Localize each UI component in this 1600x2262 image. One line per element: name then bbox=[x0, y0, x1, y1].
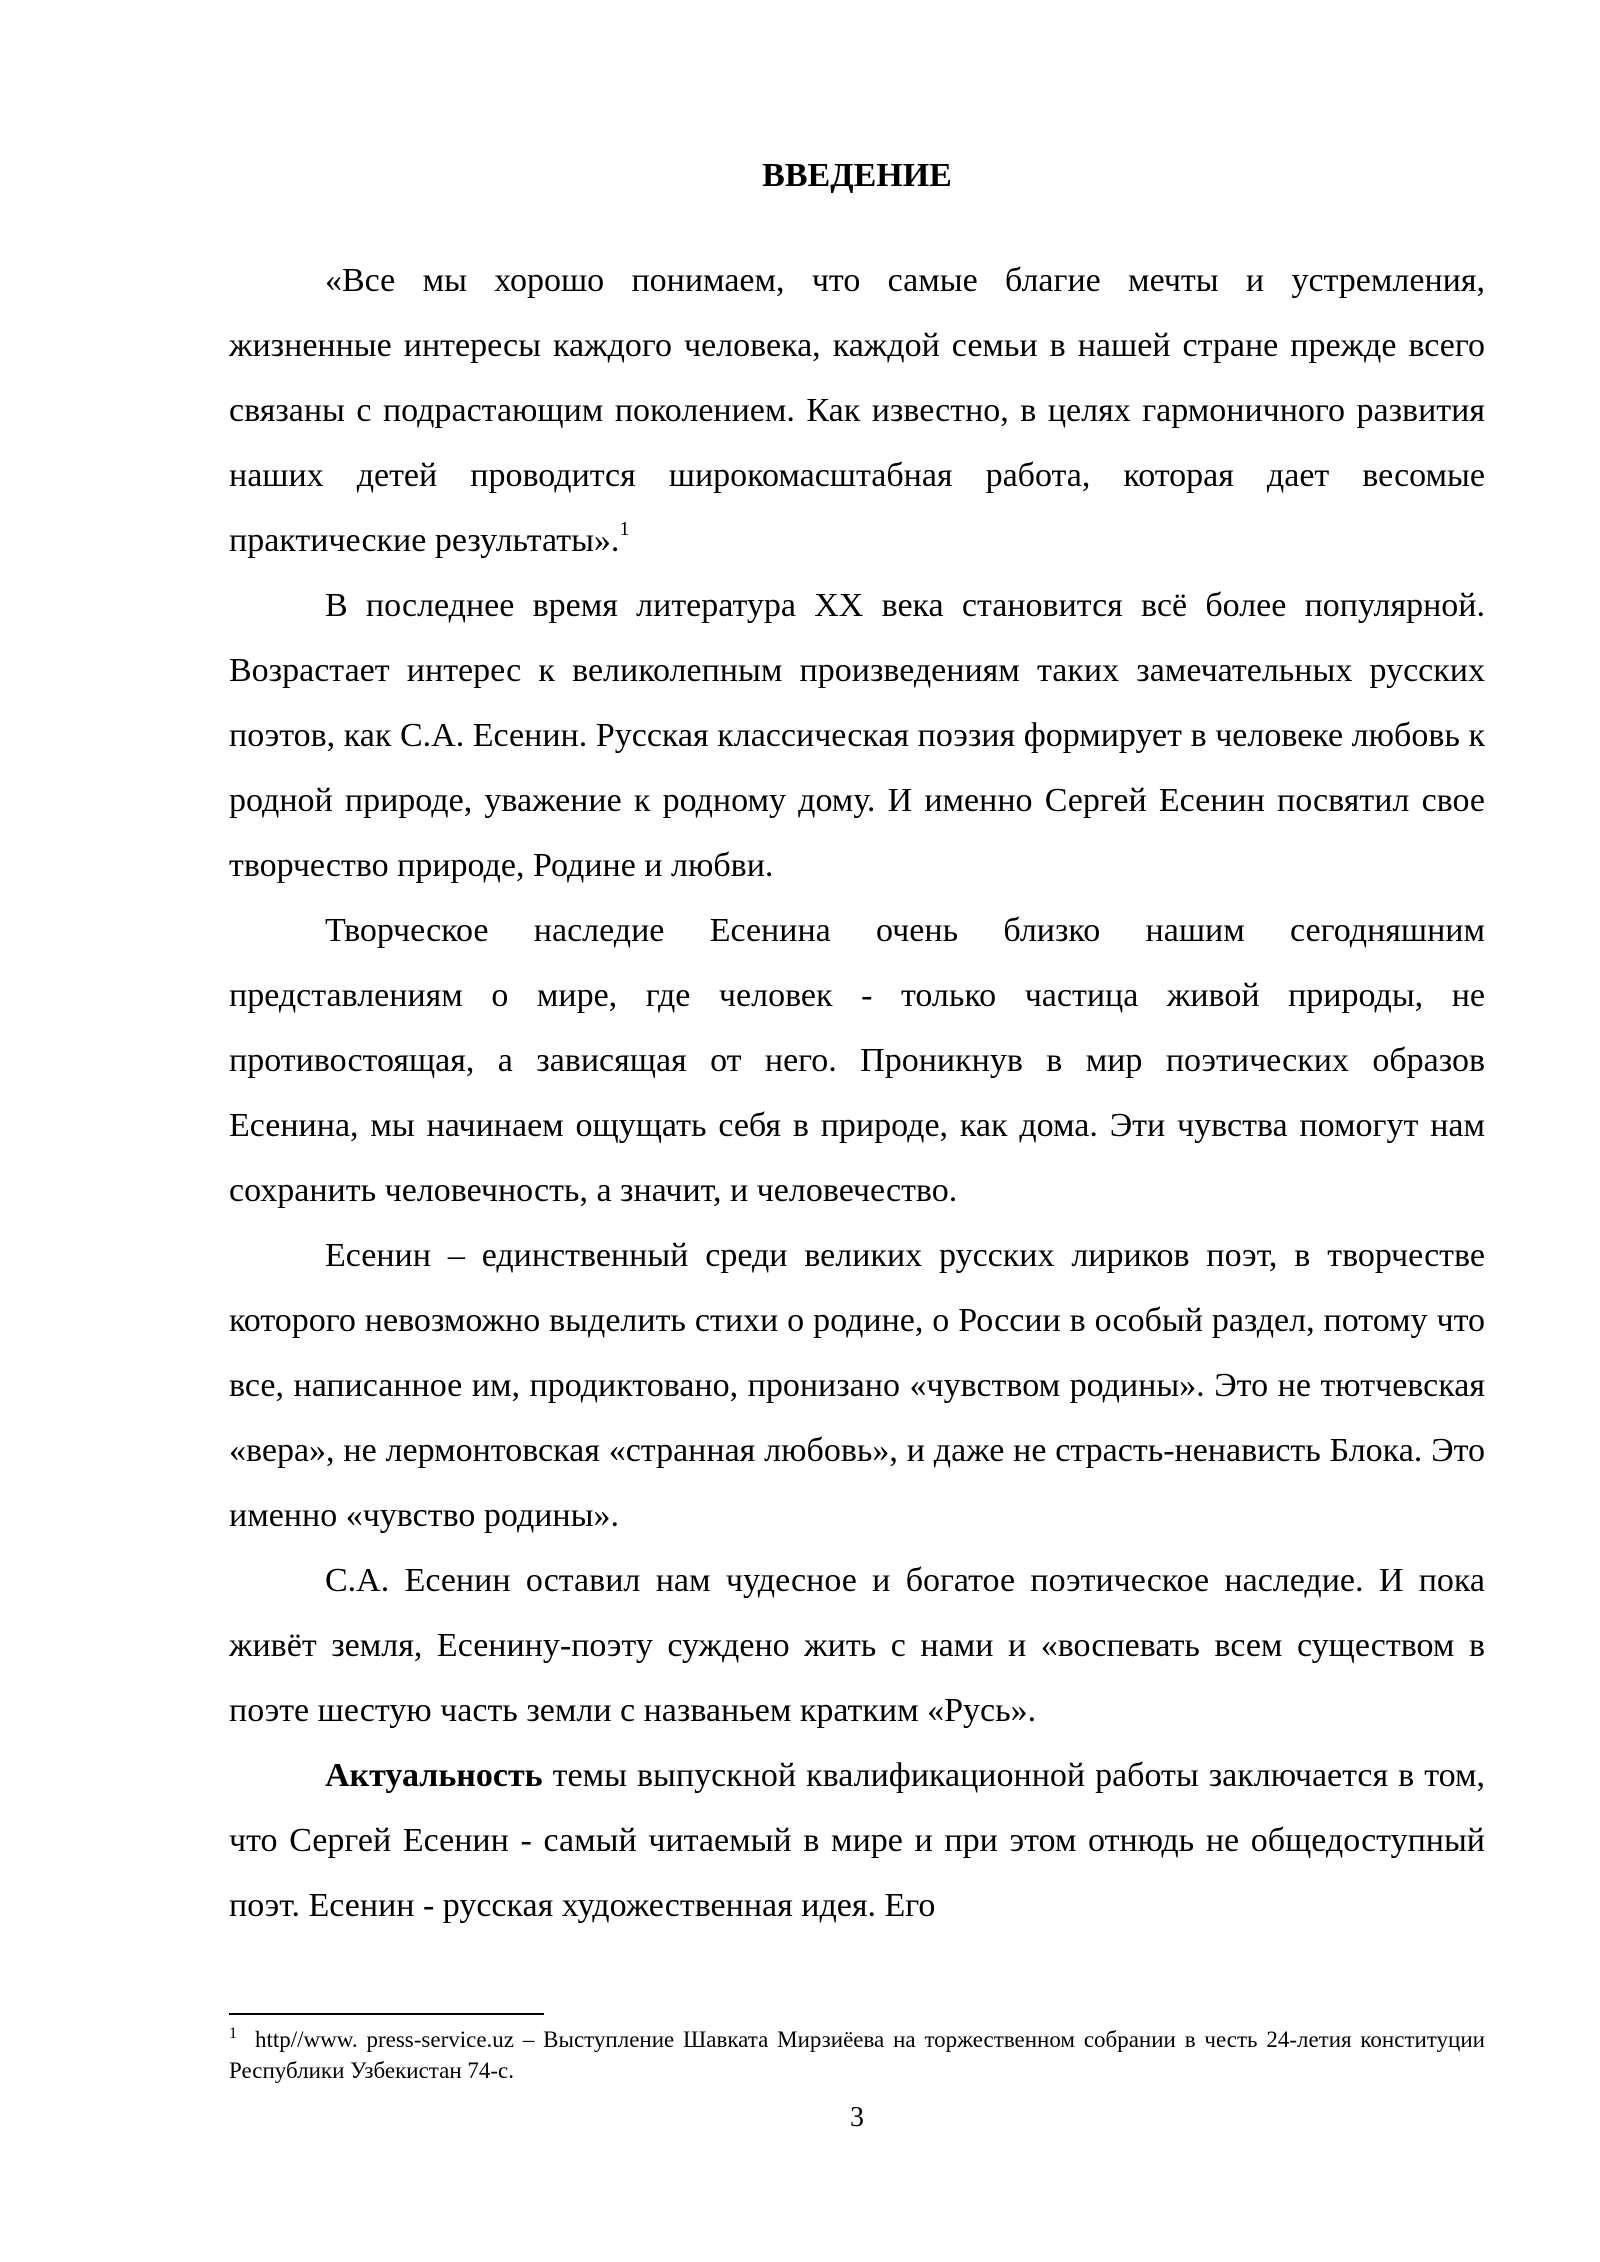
footnote-number: 1 bbox=[229, 2025, 237, 2042]
section-heading: ВВЕДЕНИЕ bbox=[762, 157, 952, 194]
paragraph: С.А. Есенин оставил нам чудесное и богатое поэтическое наследие. И пока живёт земля, Есенину-поэту суждено жить с нами и «воспевать всем существом в поэте шестую часть земли с названьем кратким «Русь». bbox=[229, 1562, 1485, 1729]
body-text bbox=[229, 248, 1485, 1938]
paragraph-relevance bbox=[229, 1743, 1485, 1938]
paragraph: В последнее время литература XX века становится всё более популярной. Возрастает интерес к великолепным произведениям таких замечательных русских поэтов, как С.А. Есенин. Русская классическая поэзия формирует в человеке любовь к родной природе, уважение к родному дому. И именно Сергей Есенин посвятил свое творчество природе, Родине и любви. bbox=[229, 587, 1485, 884]
paragraph: Творческое наследие Есенина очень близко нашим сегодняшним представлениям о мире, где человек - только частица живой природы, не противостоящая, а зависящая от него. Проникнув в мир поэтических образов Есенина, мы начинаем ощущать себя в природе, как дома. Эти чувства помогут нам сохранить человечность, а значит, и человечество. bbox=[229, 912, 1485, 1209]
footnote-text: http//www. press-service.uz – Выступление Шавката Мирзиёева на торжественном собрании в честь 24-летия конституции Республики Узбекистан 74-с. bbox=[229, 2027, 1485, 2083]
paragraph-text: темы выпускной квалификационной работы заключается в том, что Сергей Есенин - самый читаемый в мире и при этом отнюдь не общедоступный поэт. Есенин - русская художественная идея. Его bbox=[229, 1757, 1485, 1924]
footnote-separator bbox=[229, 2013, 544, 2015]
footnote-reference[interactable]: 1 bbox=[619, 518, 630, 540]
paragraph: Есенин – единственный среди великих русских лириков поэт, в творчестве которого невозможно выделить стихи о родине, о России в особый раздел, потому что все, написанное им, продиктовано, пронизано «чувством родины». Это не тютчевская «вера», не лермонтовская «странная любовь», и даже не страсть-ненависть Блока. Это именно «чувство родины». bbox=[229, 1237, 1485, 1534]
relevance-lead: Актуальность bbox=[325, 1757, 543, 1794]
footnote bbox=[229, 2024, 1485, 2086]
paragraph-text: «Все мы хорошо понимаем, что самые благие мечты и устремления, жизненные интересы каждого человека, каждой семьи в нашей стране прежде всего связаны с подрастающим поколением. Как известно, в целях гармоничного развития наших детей проводится широкомасштабная работа, которая дает весомые практические результаты». bbox=[229, 262, 1485, 559]
paragraph-quote bbox=[229, 248, 1485, 573]
page-number: 3 bbox=[850, 2102, 864, 2133]
